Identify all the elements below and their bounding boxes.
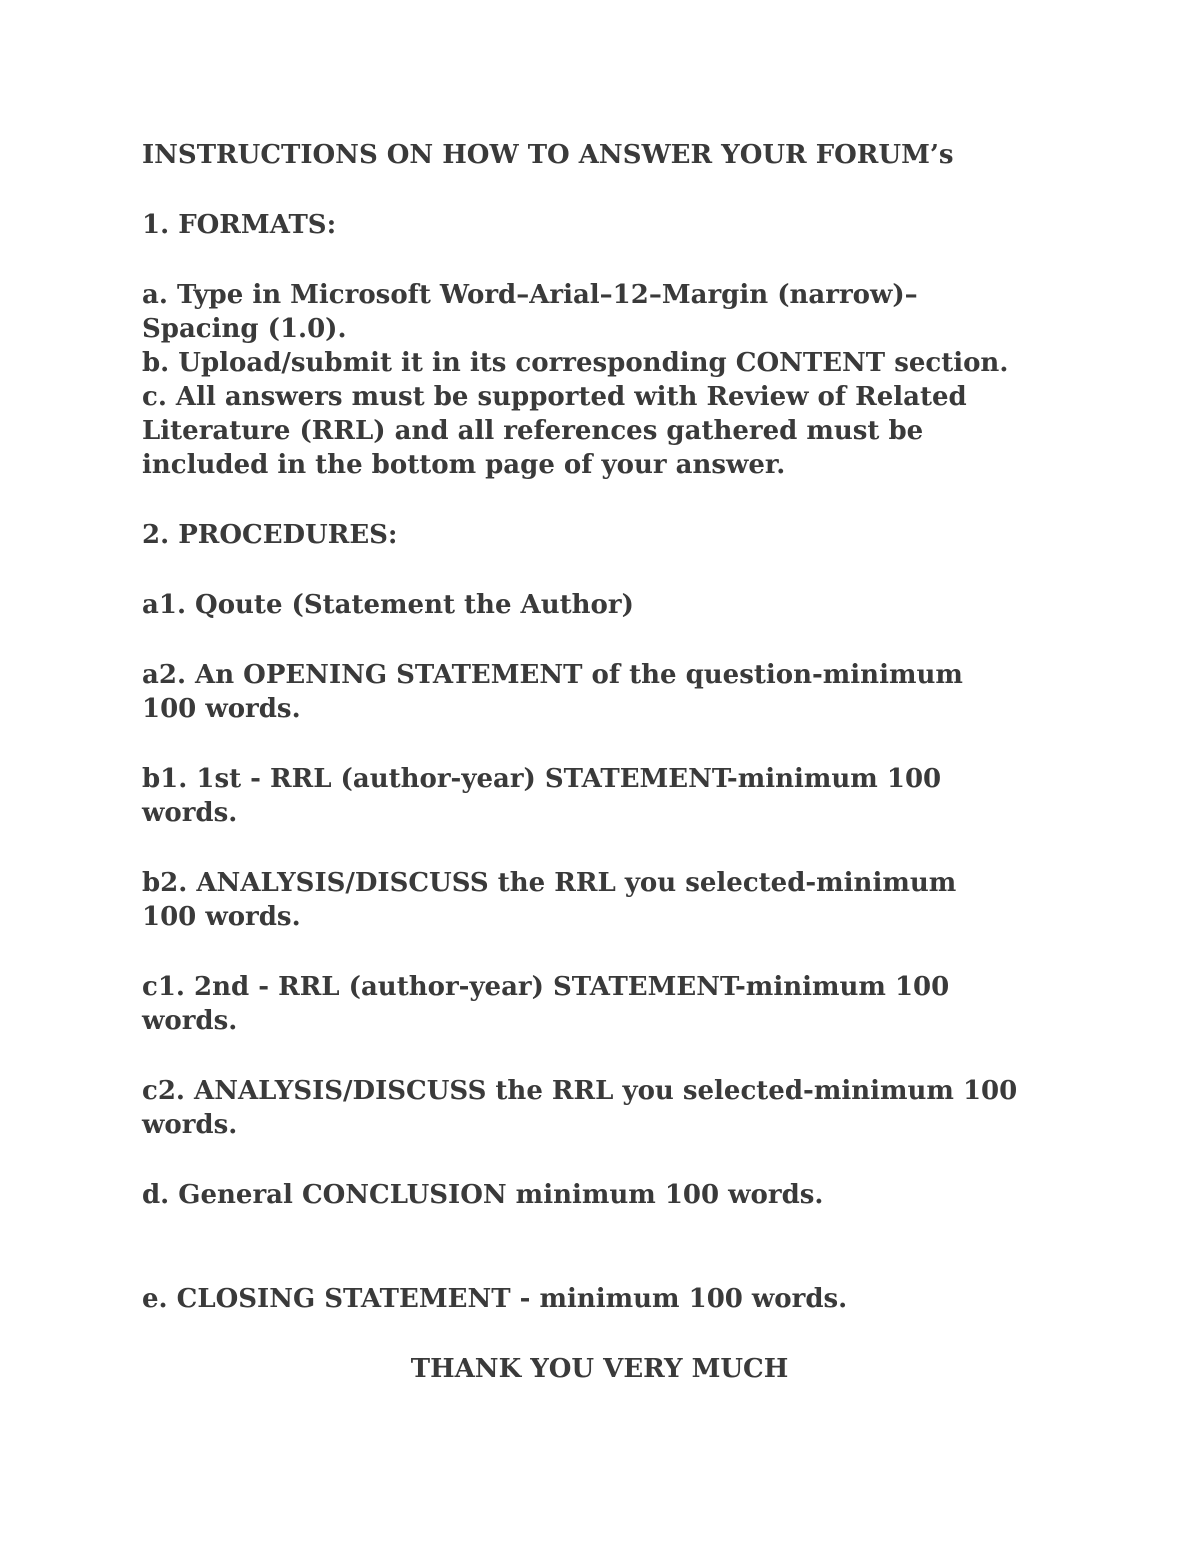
procedure-item-a2 xyxy=(142,658,1082,726)
text-line: Spacing (1.0). xyxy=(142,314,347,344)
text-line: included in the bottom page of your answer. xyxy=(142,450,786,480)
text-line: e. CLOSING STATEMENT - minimum 100 words. xyxy=(142,1284,848,1314)
text-line: 100 words. xyxy=(142,694,301,724)
text-line: d. General CONCLUSION minimum 100 words. xyxy=(142,1180,824,1210)
text-line: c. All answers must be supported with Review of Related xyxy=(142,382,967,412)
text-line: words. xyxy=(142,1006,238,1036)
text-line: c2. ANALYSIS/DISCUSS the RRL you selected-minimum 100 xyxy=(142,1076,1018,1106)
procedure-item-b1 xyxy=(142,762,1082,830)
text-line: b2. ANALYSIS/DISCUSS the RRL you selected-minimum xyxy=(142,868,957,898)
formats-item-a xyxy=(142,278,1082,346)
text-line: a2. An OPENING STATEMENT of the question-minimum xyxy=(142,660,963,690)
closing-text: THANK YOU VERY MUCH xyxy=(410,1354,789,1384)
formats-item-b xyxy=(142,346,1082,380)
procedure-item-b2 xyxy=(142,866,1082,934)
text-line: a1. Qoute (Statement the Author) xyxy=(142,590,634,620)
text-line: c1. 2nd - RRL (author-year) STATEMENT-minimum 100 xyxy=(142,972,950,1002)
text-line: Literature (RRL) and all references gathered must be xyxy=(142,416,924,446)
procedure-item-a1 xyxy=(142,588,1082,622)
procedure-item-c2 xyxy=(142,1074,1082,1142)
text-line: b. Upload/submit it in its corresponding CONTENT section. xyxy=(142,348,1009,378)
formats-heading: 1. FORMATS: xyxy=(142,210,337,240)
text-line: 100 words. xyxy=(142,902,301,932)
procedure-item-d xyxy=(142,1178,1082,1212)
text-line: words. xyxy=(142,1110,238,1140)
procedure-item-c1 xyxy=(142,970,1082,1038)
document-title: INSTRUCTIONS ON HOW TO ANSWER YOUR FORUM’s xyxy=(142,140,954,170)
text-line: b1. 1st - RRL (author-year) STATEMENT-minimum 100 xyxy=(142,764,942,794)
text-line: words. xyxy=(142,798,238,828)
text-line: a. Type in Microsoft Word–Arial–12–Margin (narrow)– xyxy=(142,280,918,310)
procedures-heading: 2. PROCEDURES: xyxy=(142,520,398,550)
procedure-item-e xyxy=(142,1282,1082,1316)
formats-item-c xyxy=(142,380,1082,482)
document-body xyxy=(142,138,1082,1386)
